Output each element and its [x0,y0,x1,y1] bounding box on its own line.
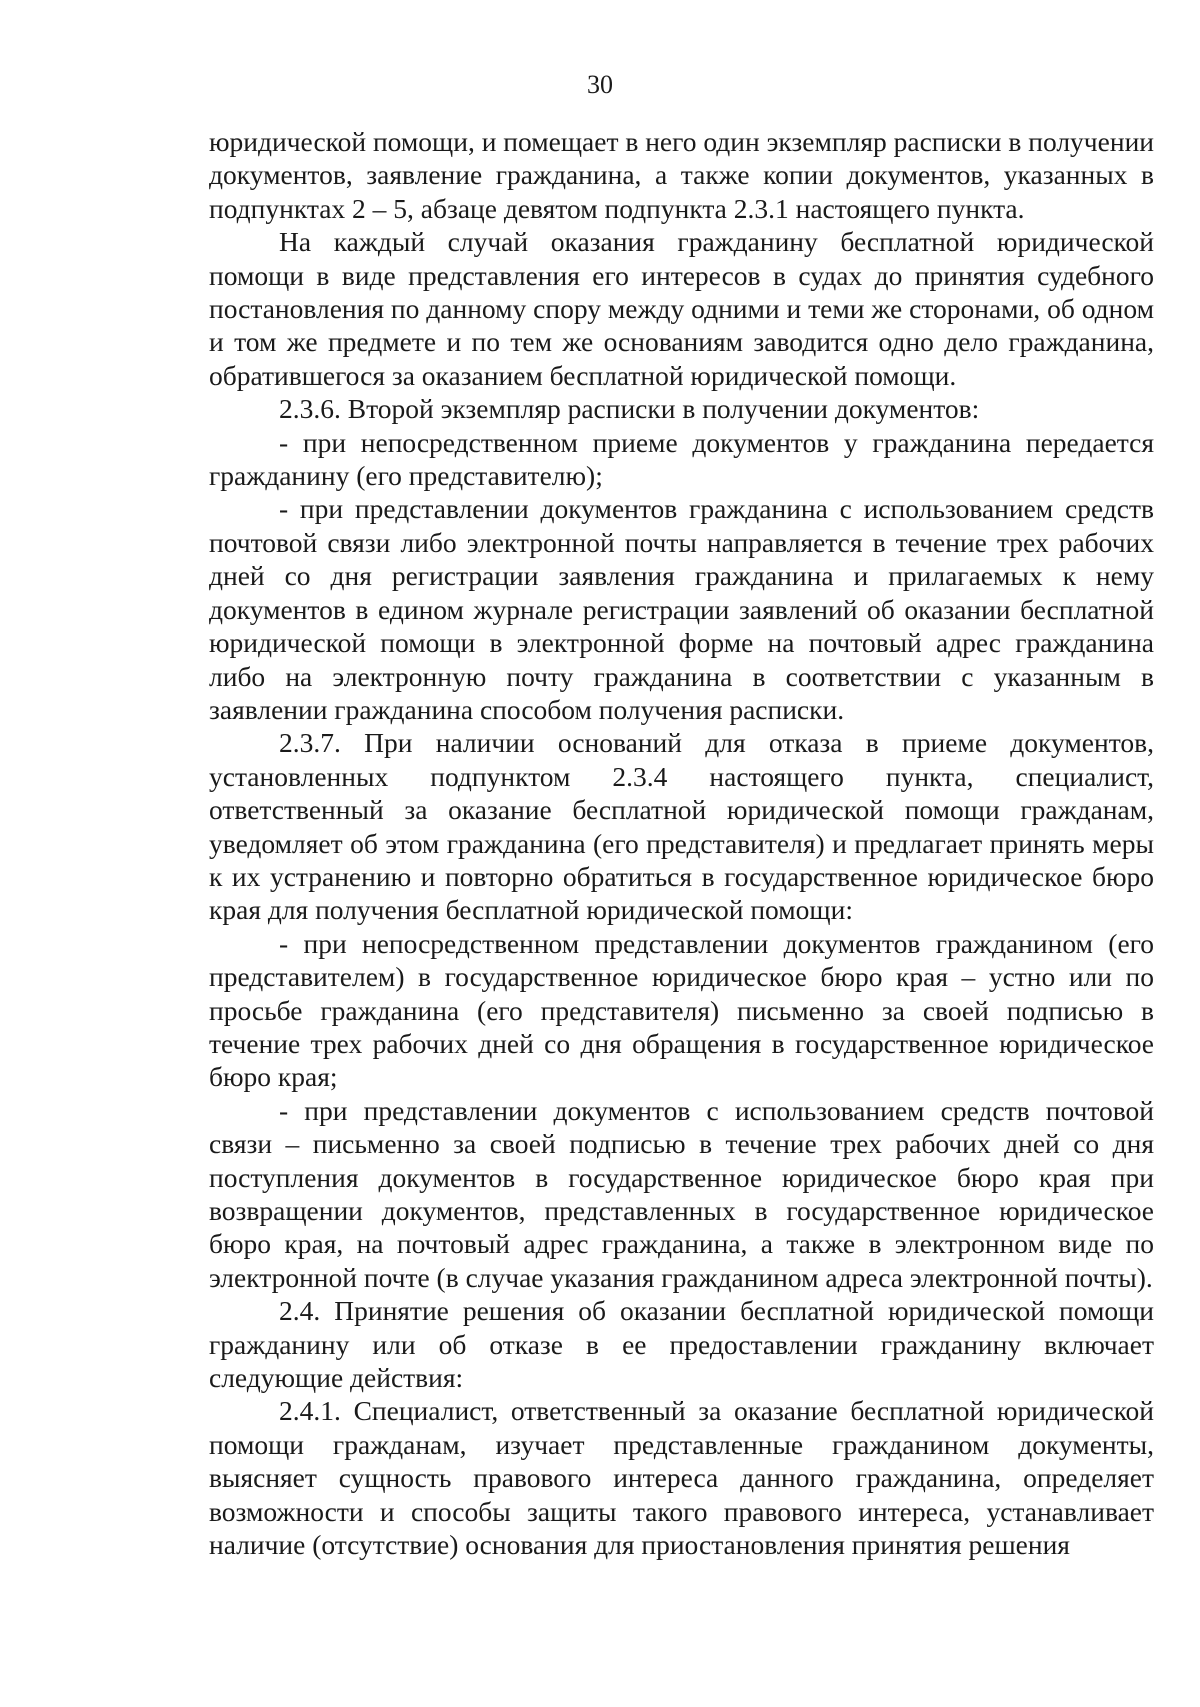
paragraph-2-3-6-item-1: - при непосредственном приеме документов у гражданина передается гражданину (его представителю); [209,426,1154,492]
paragraph-2-3-7-item-1: - при непосредственном представлении документов гражданином (его представителем) в государственное юридическое бюро края – устно или по просьбе гражданина (его представителя) письменно за своей подписью в течение трех рабочих дней со дня обращения в государственное юридическое бюро края; [209,927,1154,1093]
paragraph-continuation: юридической помощи, и помещает в него один экземпляр расписки в получении документов, заявление гражданина, а также копии документов, указанных в подпунктах 2 – 5, абзаце девятом подпункта 2.3.1 настоящего пункта. [209,126,1154,224]
paragraph-2-3-7: 2.3.7. При наличии оснований для отказа в приеме документов, установленных подпунктом 2.3.4 настоящего пункта, специалист, ответственный за оказание бесплатной юридической помощи гражданам, уведомляет об этом гражданина (его представителя) и предлагает принять меры к их устранению и повторно обратиться в государственное юридическое бюро края для получения бесплатной юридической помощи: [209,727,1154,926]
paragraph-2-4: 2.4. Принятие решения об оказании бесплатной юридической помощи гражданину или об отказе в ее предоставлении гражданину включает следующие действия: [209,1295,1154,1394]
document-body [209,125,1154,1561]
paragraph-2-3-6: 2.3.6. Второй экземпляр расписки в получении документов: [279,393,980,425]
paragraph-2-3-7-item-2: - при представлении документов с использованием средств почтовой связи – письменно за своей подписью в течение трех рабочих дней со дня поступления документов в государственное юридическое бюро края при возвращении документов, представленных в государственное юридическое бюро края, на почтовый адрес гражданина, а также в электронном виде по электронной почте (в случае указания гражданином адреса электронной почты). [209,1094,1154,1293]
paragraph-2-3-6-item-2: - при представлении документов гражданина с использованием средств почтовой связи либо электронной почты направляется в течение трех рабочих дней со дня регистрации заявления гражданина и прилагаемых к нему документов в едином журнале регистрации заявлений об оказании бесплатной юридической помощи в электронной форме на почтовый адрес гражданина либо на электронную почту гражданина в соответствии с указанным в заявлении гражданина способом получения расписки. [209,493,1154,725]
paragraph-2-4-1: 2.4.1. Специалист, ответственный за оказание бесплатной юридической помощи гражданам, изучает представленные гражданином документы, выясняет сущность правового интереса данного гражданина, определяет возможности и способы защиты такого правового интереса, устанавливает наличие (отсутствие) основания для приостановления принятия решения [209,1395,1154,1561]
paragraph-case-file: На каждый случай оказания гражданину бесплатной юридической помощи в виде представления его интересов в судах до принятия судебного постановления по данному спору между одними и теми же сторонами, об одном и том же предмете и по тем же основаниям заводится одно дело гражданина, обратившегося за оказанием бесплатной юридической помощи. [209,226,1154,391]
page-number: 30 [587,70,613,99]
